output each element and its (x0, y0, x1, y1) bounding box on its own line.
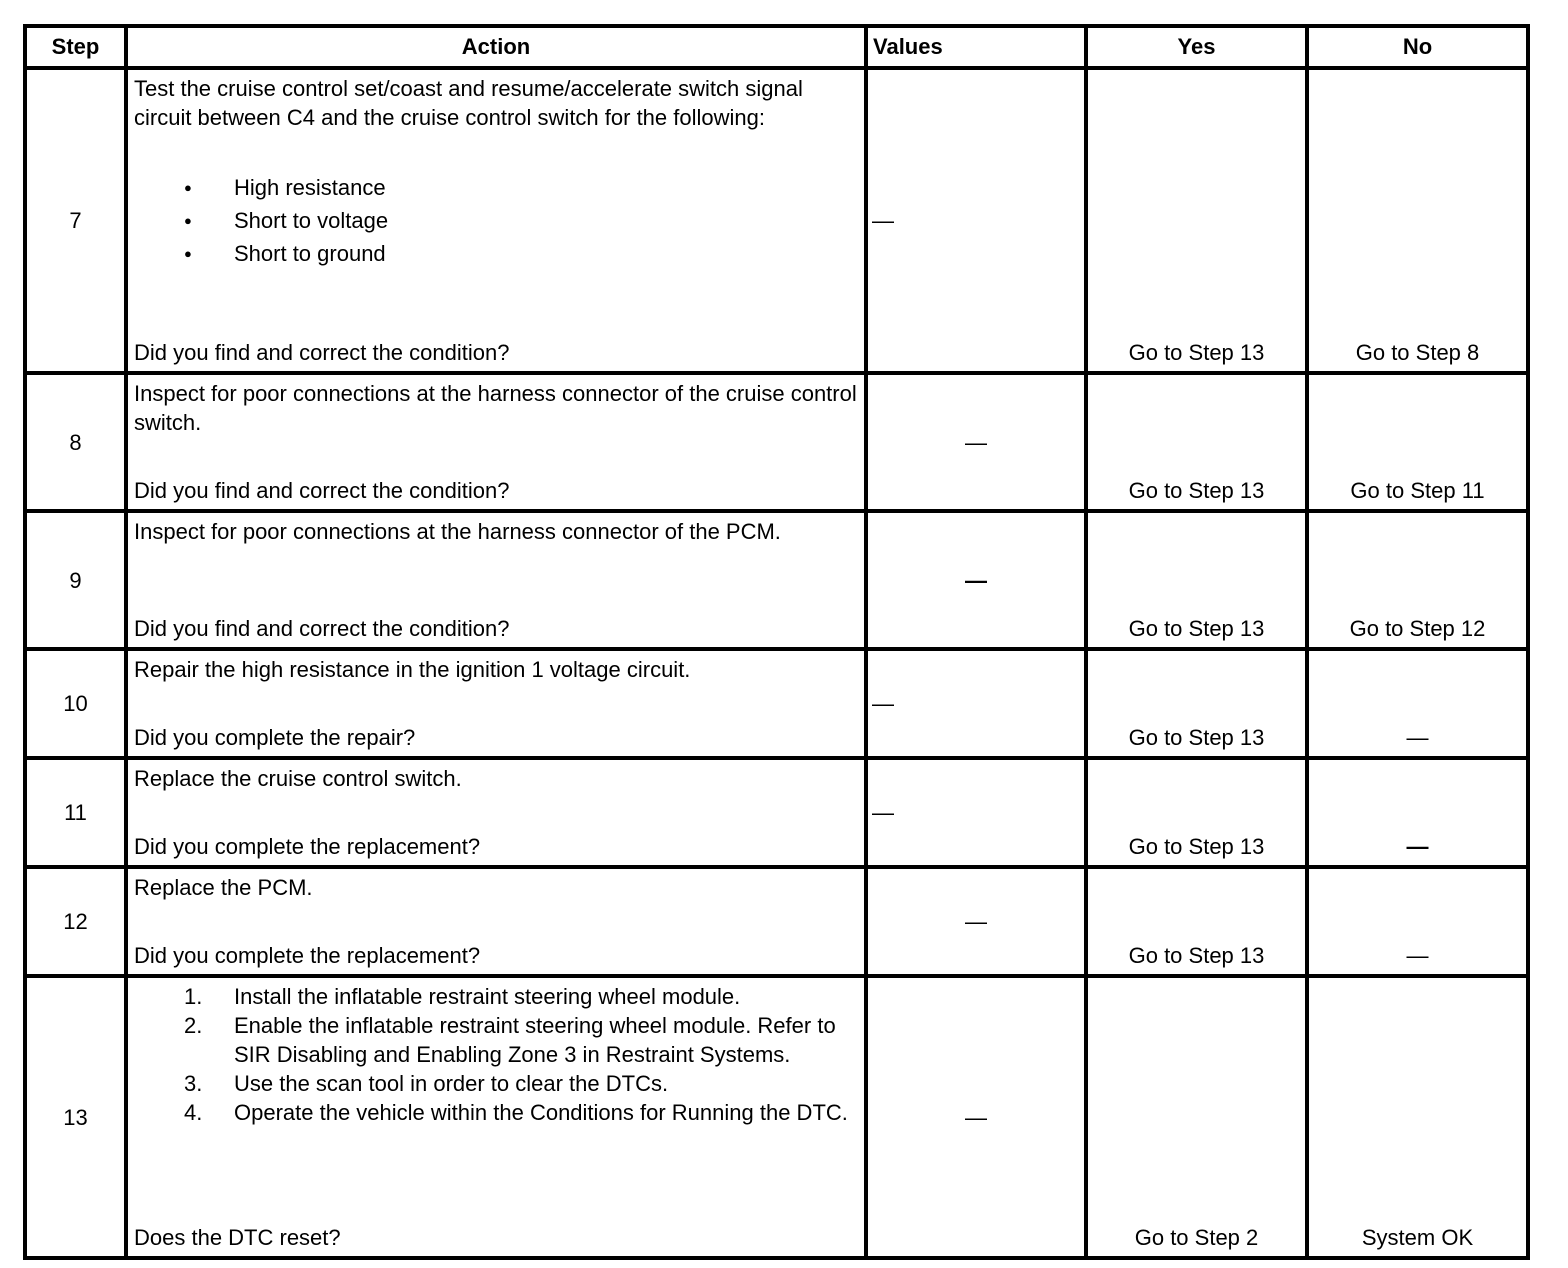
table-row (25, 976, 1528, 1258)
yes-cell: Go to Step 13 (1086, 649, 1307, 758)
list-number: 1. (184, 984, 203, 1009)
list-item: ● High resistance (134, 171, 858, 204)
values-cell: — (866, 649, 1086, 758)
action-text: Repair the high resistance in the ignition 1 voltage circuit. (134, 657, 691, 682)
action-question: Did you find and correct the condition? (134, 616, 510, 641)
yes-cell: Go to Step 13 (1086, 373, 1307, 511)
no-cell: Go to Step 12 (1307, 511, 1528, 649)
table-row (25, 68, 1528, 373)
list-number: 4. (184, 1100, 203, 1125)
no-cell: Go to Step 8 (1307, 68, 1528, 373)
table-row (25, 511, 1528, 649)
table-row (25, 758, 1528, 867)
step-number: 9 (25, 511, 126, 649)
action-cell (126, 649, 866, 758)
diagnostic-table (23, 24, 1530, 1260)
step-number: 12 (25, 867, 126, 976)
list-text: Enable the inflatable restraint steering wheel module. Refer to SIR Disabling and Enabling Zone 3 in Restraint Systems. (234, 1013, 836, 1067)
header-values: Values (866, 26, 1086, 68)
values-cell: — (866, 68, 1086, 373)
table-row (25, 649, 1528, 758)
list-item (134, 1011, 858, 1069)
values-cell: — (866, 373, 1086, 511)
action-text: Inspect for poor connections at the harness connector of the cruise control switch. (134, 381, 857, 435)
condition-list (134, 171, 858, 270)
values-cell: — (866, 758, 1086, 867)
list-item: ● Short to voltage (134, 204, 858, 237)
no-cell: System OK (1307, 976, 1528, 1258)
step-number: 13 (25, 976, 126, 1258)
step-number: 8 (25, 373, 126, 511)
action-cell (126, 373, 866, 511)
action-cell (126, 68, 866, 373)
step-number: 7 (25, 68, 126, 373)
list-item (134, 1098, 858, 1127)
list-item (134, 982, 858, 1011)
list-item: ● Short to ground (134, 237, 858, 270)
values-cell: — (866, 976, 1086, 1258)
action-question: Did you complete the replacement? (134, 834, 481, 859)
action-text: Replace the cruise control switch. (134, 766, 462, 791)
table-row (25, 867, 1528, 976)
list-text: Operate the vehicle within the Conditions for Running the DTC. (234, 1100, 848, 1125)
list-text: Install the inflatable restraint steering wheel module. (234, 984, 741, 1009)
action-cell (126, 511, 866, 649)
no-cell: — (1307, 758, 1528, 867)
action-question: Does the DTC reset? (134, 1225, 341, 1250)
action-text: Replace the PCM. (134, 875, 313, 900)
yes-cell: Go to Step 13 (1086, 758, 1307, 867)
action-text: Test the cruise control set/coast and resume/accelerate switch signal circuit between C4 and the cruise control switch for the following: (134, 76, 803, 130)
yes-cell: Go to Step 13 (1086, 867, 1307, 976)
no-cell: Go to Step 11 (1307, 373, 1528, 511)
action-question: Did you complete the replacement? (134, 943, 481, 968)
yes-cell: Go to Step 13 (1086, 68, 1307, 373)
header-no: No (1307, 26, 1528, 68)
header-yes: Yes (1086, 26, 1307, 68)
action-cell (126, 758, 866, 867)
table-row (25, 373, 1528, 511)
yes-cell: Go to Step 2 (1086, 976, 1307, 1258)
header-action: Action (126, 26, 866, 68)
action-question: Did you find and correct the condition? (134, 478, 510, 503)
yes-cell: Go to Step 13 (1086, 511, 1307, 649)
list-item (134, 1069, 858, 1098)
action-cell (126, 976, 866, 1258)
list-text: Use the scan tool in order to clear the DTCs. (234, 1071, 669, 1096)
list-number: 2. (184, 1013, 203, 1038)
action-question: Did you complete the repair? (134, 725, 416, 750)
no-cell: — (1307, 867, 1528, 976)
values-cell: — (866, 867, 1086, 976)
no-cell: — (1307, 649, 1528, 758)
step-number: 10 (25, 649, 126, 758)
values-cell: — (866, 511, 1086, 649)
header-step: Step (25, 26, 126, 68)
step-number: 11 (25, 758, 126, 867)
procedure-list (134, 982, 858, 1127)
action-cell (126, 867, 866, 976)
action-question: Did you find and correct the condition? (134, 340, 510, 365)
header-row (25, 26, 1528, 68)
list-number: 3. (184, 1071, 203, 1096)
action-text: Inspect for poor connections at the harness connector of the PCM. (134, 519, 781, 544)
